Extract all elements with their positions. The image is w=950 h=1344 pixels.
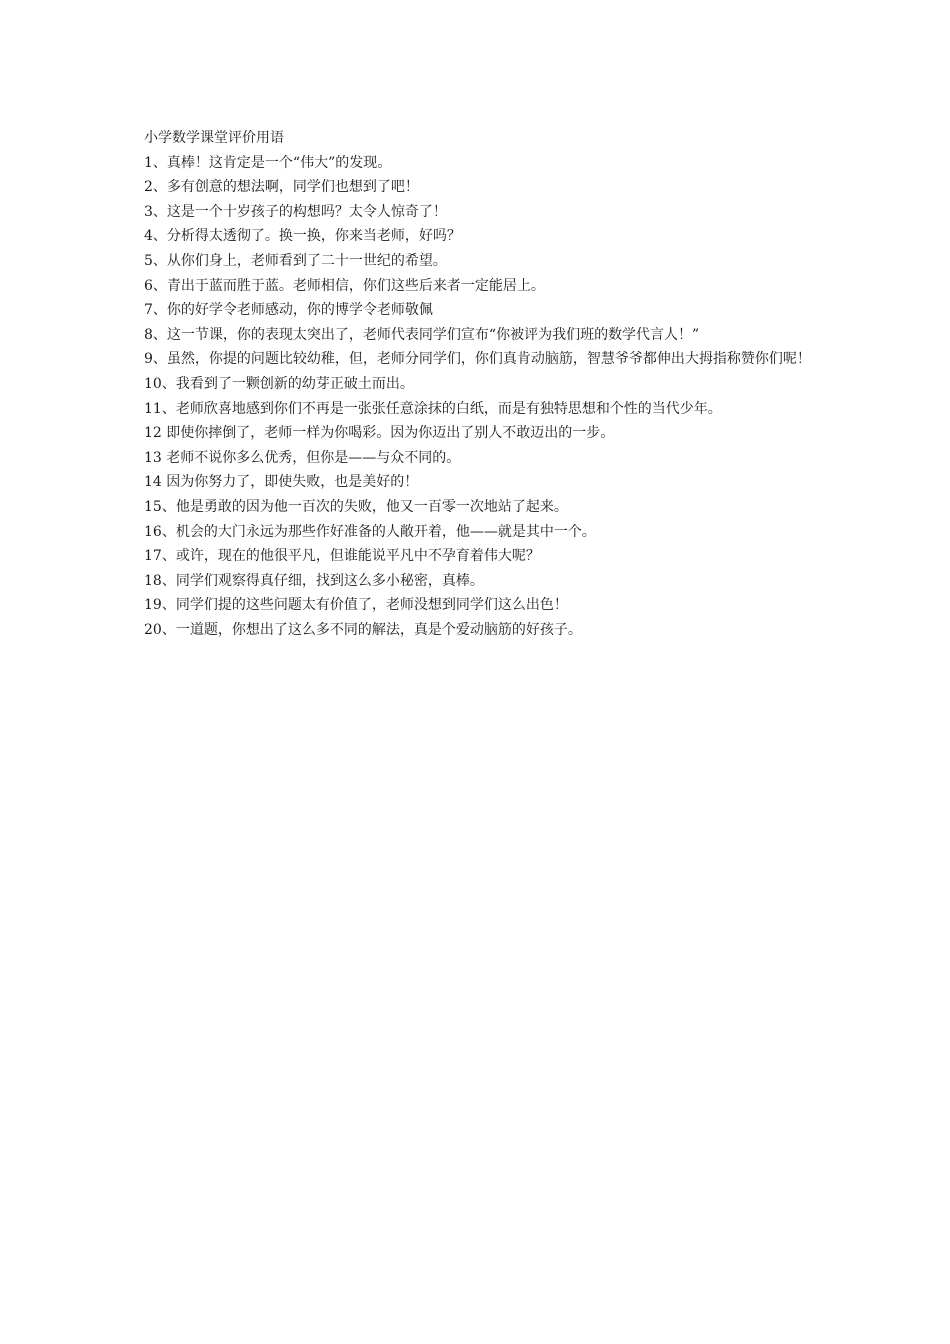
list-item: 16、机会的大门永远为那些作好准备的人敞开着，他——就是其中一个。 (144, 523, 596, 540)
list-item: 13 老师不说你多么优秀，但你是——与众不同的。 (144, 449, 461, 466)
list-item: 8、这一节课，你的表现太突出了，老师代表同学们宣布“你被评为我们班的数学代言人！” (144, 326, 700, 343)
list-item: 12 即使你摔倒了，老师一样为你喝彩。因为你迈出了别人不敢迈出的一步。 (144, 425, 615, 442)
list-item: 3、这是一个十岁孩子的构想吗？太令人惊奇了！ (144, 203, 447, 220)
list-item: 18、同学们观察得真仔细，找到这么多小秘密，真棒。 (144, 572, 484, 589)
document-title: 小学数学课堂评价用语 (144, 130, 284, 146)
list-item: 19、同学们提的这些问题太有价值了，老师没想到同学们这么出色！ (144, 597, 568, 614)
list-item: 10、我看到了一颗创新的幼芽正破土而出。 (144, 375, 414, 392)
list-item: 9、虽然，你提的问题比较幼稚，但，老师分同学们，你们真肯动脑筋，智慧爷爷都伸出大拇指称赞你们呢！ (144, 351, 811, 368)
list-item: 20、一道题，你想出了这么多不同的解法，真是个爱动脑筋的好孩子。 (144, 621, 582, 638)
list-item: 14 因为你努力了，即使失败，也是美好的！ (144, 474, 419, 491)
document-body (144, 126, 824, 642)
list-item: 1、真棒！这肯定是一个“伟大”的发现。 (144, 154, 392, 171)
list-item: 2、多有创意的想法啊，同学们也想到了吧！ (144, 179, 419, 196)
list-item: 11、老师欣喜地感到你们不再是一张张任意涂抹的白纸，而是有独特思想和个性的当代少年。 (144, 400, 722, 417)
list-item: 17、或许，现在的他很平凡，但谁能说平凡中不孕育着伟大呢？ (144, 548, 540, 565)
evaluation-phrase-list (144, 151, 824, 643)
list-item: 5、从你们身上，老师看到了二十一世纪的希望。 (144, 252, 447, 269)
list-item: 6、青出于蓝而胜于蓝。老师相信，你们这些后来者一定能居上。 (144, 277, 545, 294)
list-item: 15、他是勇敢的因为他一百次的失败，他又一百零一次地站了起来。 (144, 498, 568, 515)
list-item: 4、分析得太透彻了。换一换，你来当老师，好吗？ (144, 228, 461, 245)
list-item: 7、你的好学令老师感动，你的博学令老师敬佩 (144, 302, 433, 319)
